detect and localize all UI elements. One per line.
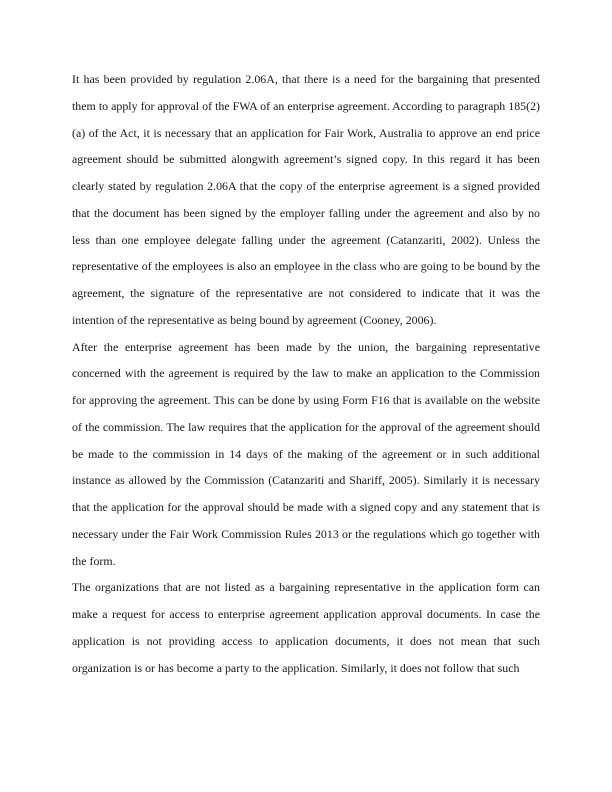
paragraph-regulation-2-06a: It has been provided by regulation 2.06A, that there is a need for the bargaining that presented them to apply for approval of the FWA of an enterprise agreement. According to paragraph 185(2)(a) of the Act, it is necessary that an application for Fair Work, Australia to approve an end price agreement should be submitted alongwith agreement’s signed copy. In this regard it has been clearly stated by regulation 2.06A that the copy of the enterprise agreement is a signed provided that the document has been signed by the employer falling under the agreement and also by no less than one employee delegate falling under the agreement (Catanzariti, 2002). Unless the representative of the employees is also an employee in the class who are going to be bound by the agreement, the signature of the representative are not considered to indicate that it was the intention of the representative as being bound by agreement (Cooney, 2006). [72,72,540,327]
document-body [72,66,540,681]
paragraph-application-to-commission: After the enterprise agreement has been made by the union, the bargaining representative concerned with the agreement is required by the law to make an application to the Commission for approving the agreement. This can be done by using Form F16 that is available on the website of the commission. The law requires that the application for the approval of the agreement should be made to the commission in 14 days of the making of the agreement or in such additional instance as allowed by the Commission (Catanzariti and Shariff, 2005). Similarly it is necessary that the application for the approval should be made with a signed copy and any statement that is necessary under the Fair Work Commission Rules 2013 or the regulations which go together with the form. [72,339,540,568]
paragraph-access-to-documents: The organizations that are not listed as a bargaining representative in the application form can make a request for access to enterprise agreement application approval documents. In case the application is not providing access to application documents, it does not mean that such organization is or has become a party to the application. Similarly, it does not follow that such [72,580,540,675]
